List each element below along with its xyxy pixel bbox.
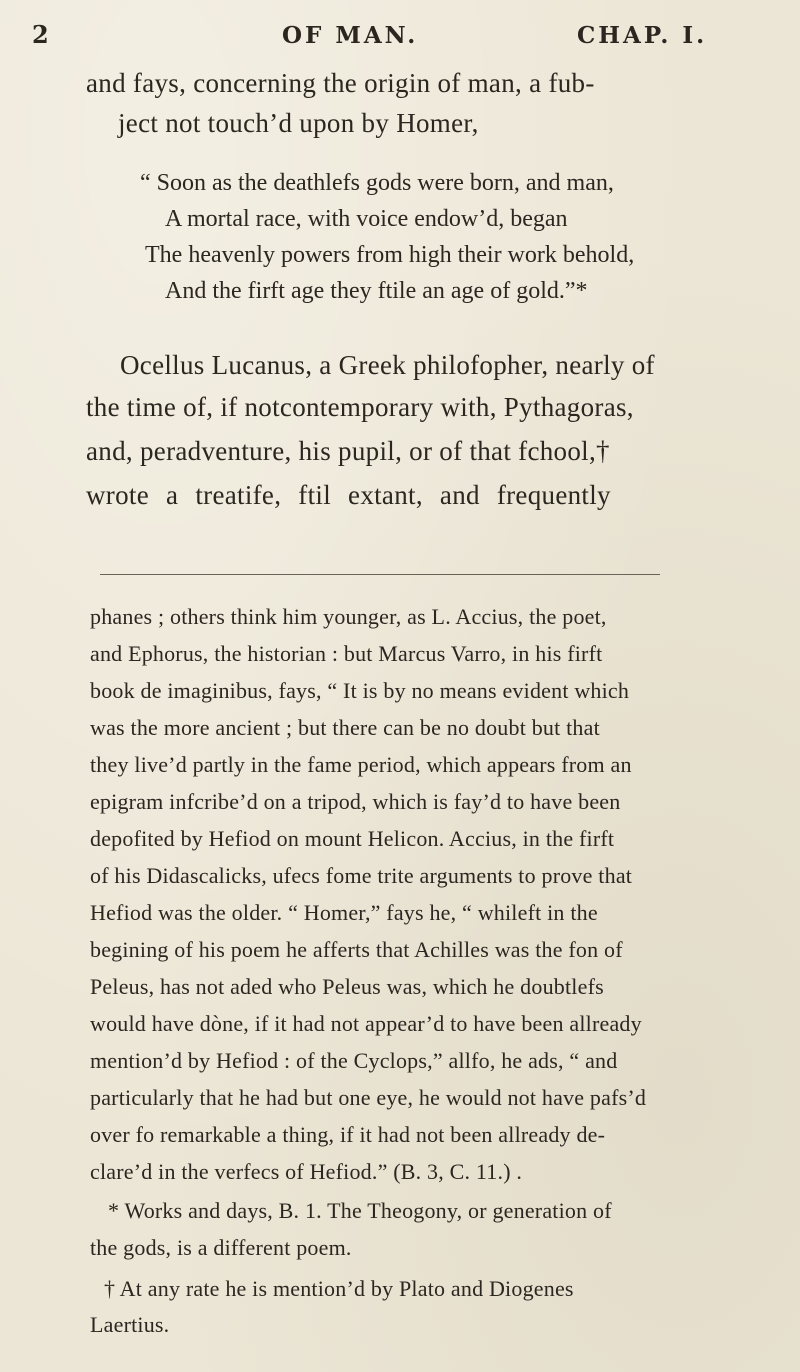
footnote-line: Laertius. xyxy=(90,1312,170,1337)
body-line: ject not touch’d upon by Homer, xyxy=(118,108,479,138)
footnote-line: * Works and days, B. 1. The Theogony, or generation of xyxy=(108,1198,612,1223)
footnote-line: epigram infcribe’d on a tripod, which is fay’d to have been xyxy=(90,789,621,814)
page-number: 2 xyxy=(32,20,51,49)
footnote-line: they live’d partly in the fame period, which appears from an xyxy=(90,752,632,777)
verse-line: And the firft age they ftile an age of gold.”* xyxy=(165,278,588,304)
verse-line: The heavenly powers from high their work behold, xyxy=(145,242,635,268)
body-line: the time of, if notcontemporary with, Pythagoras, xyxy=(86,392,634,422)
footnote-line: particularly that he had but one eye, he would not have pafs’d xyxy=(90,1085,647,1110)
running-header xyxy=(32,12,772,52)
body-line: Ocellus Lucanus, a Greek philofopher, nearly of xyxy=(120,350,655,380)
footnote-line: book de imaginibus, fays, “ It is by no means evident which xyxy=(90,678,630,703)
footnote-line: mention’d by Hefiod : of the Cyclops,” allfo, he ads, “ and xyxy=(90,1048,618,1073)
running-title: OF MAN. xyxy=(282,22,419,49)
footnote-line: would have dòne, if it had not appear’d to have been allready xyxy=(90,1011,642,1036)
verse-line: “ Soon as the deathlefs gods were born, and man, xyxy=(140,170,614,196)
footnote-rule xyxy=(100,574,660,575)
body-line: wrote a treatife, ftil extant, and frequently xyxy=(86,480,611,510)
footnote-line: the gods, is a different poem. xyxy=(90,1235,352,1260)
chapter-label: CHAP. I. xyxy=(577,22,708,49)
footnote-line: Peleus, has not aded who Peleus was, which he doubtlefs xyxy=(90,974,604,999)
footnote-line: begining of his poem he afferts that Achilles was the fon of xyxy=(90,937,623,962)
footnote-line: of his Didascalicks, ufecs fome trite arguments to prove that xyxy=(90,863,633,888)
footnote-line: † At any rate he is mention’d by Plato and Diogenes xyxy=(104,1276,574,1301)
footnote-line: and Ephorus, the historian : but Marcus Varro, in his firft xyxy=(90,641,603,666)
footnote-line: Hefiod was the older. “ Homer,” fays he, “ whileft in the xyxy=(90,900,598,925)
footnote-line: phanes ; others think him younger, as L. Accius, the poet, xyxy=(90,604,607,629)
footnote-line: clare’d in the verfecs of Hefiod.” (B. 3, C. 11.) . xyxy=(90,1159,523,1184)
footnote-line: over fo remarkable a thing, if it had not been allready de- xyxy=(90,1122,606,1147)
footnote-line: depofited by Hefiod on mount Helicon. Accius, in the firft xyxy=(90,826,615,851)
footnote-line: was the more ancient ; but there can be no doubt but that xyxy=(90,715,600,740)
body-line: and fays, concerning the origin of man, a fub- xyxy=(86,68,595,98)
verse-line: A mortal race, with voice endow’d, began xyxy=(165,206,568,232)
body-line: and, peradventure, his pupil, or of that fchool,† xyxy=(86,436,610,466)
